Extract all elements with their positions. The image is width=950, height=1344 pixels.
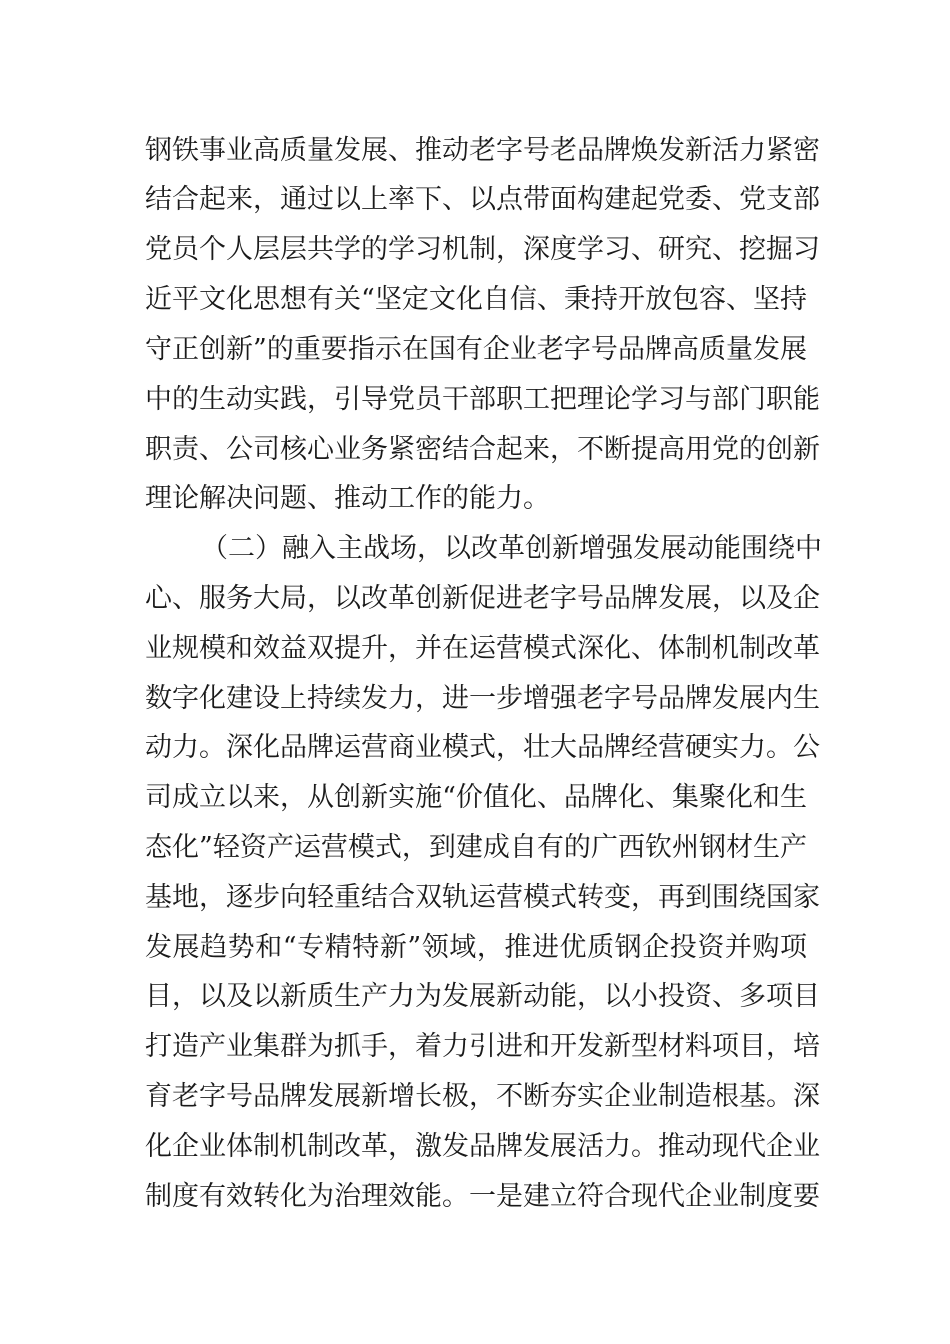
text-line-5: 守正创新”的重要指示在国有企业老字号品牌高质量发展 — [145, 334, 807, 365]
text-line-4: 近平文化思想有关“坚定文化自信、秉持开放包容、坚持 — [145, 284, 807, 315]
text-line-17: 发展趋势和“专精特新”领域，推进优质钢企投资并购项 — [145, 932, 807, 963]
text-line-14: 司成立以来，从创新实施“价值化、品牌化、集聚化和生 — [145, 782, 807, 813]
text-line-15: 态化”轻资产运营模式，到建成自有的广西钦州钢材生产 — [145, 832, 807, 863]
text-line-18: 目，以及以新质生产力为发展新动能，以小投资、多项目 — [145, 981, 820, 1012]
text-line-12: 数字化建设上持续发力，进一步增强老字号品牌发展内生 — [145, 683, 820, 714]
text-line-7: 职责、公司核心业务紧密结合起来，不断提高用党的创新 — [145, 434, 820, 465]
text-line-13: 动力。深化品牌运营商业模式，壮大品牌经营硬实力。公 — [145, 732, 820, 763]
text-line-1: 钢铁事业高质量发展、推动老字号老品牌焕发新活力紧密 — [145, 135, 820, 166]
text-line-21: 化企业体制机制改革，激发品牌发展活力。推动现代企业 — [145, 1131, 820, 1162]
text-line-11: 业规模和效益双提升，并在运营模式深化、体制机制改革 — [145, 633, 820, 664]
text-line-22: 制度有效转化为治理效能。一是建立符合现代企业制度要 — [145, 1181, 820, 1212]
text-line-6: 中的生动实践，引导党员干部职工把理论学习与部门职能 — [145, 384, 820, 415]
text-line-20: 育老字号品牌发展新增长极，不断夯实企业制造根基。深 — [145, 1081, 820, 1112]
text-line-19: 打造产业集群为抓手，着力引进和开发新型材料项目，培 — [145, 1031, 820, 1062]
text-line-3: 党员个人层层共学的学习机制，深度学习、研究、挖掘习 — [145, 234, 820, 265]
text-line-10: 心、服务大局，以改革创新促进老字号品牌发展，以及企 — [145, 583, 820, 614]
text-line-16: 基地，逐步向轻重结合双轨运营模式转变，再到围绕国家 — [145, 882, 820, 913]
text-line-2: 结合起来，通过以上率下、以点带面构建起党委、党支部 — [145, 184, 820, 215]
section-heading-line: （二）融入主战场，以改革创新增强发展动能围绕中 — [201, 533, 822, 564]
text-line-8: 理论解决问题、推动工作的能力。 — [145, 483, 550, 514]
